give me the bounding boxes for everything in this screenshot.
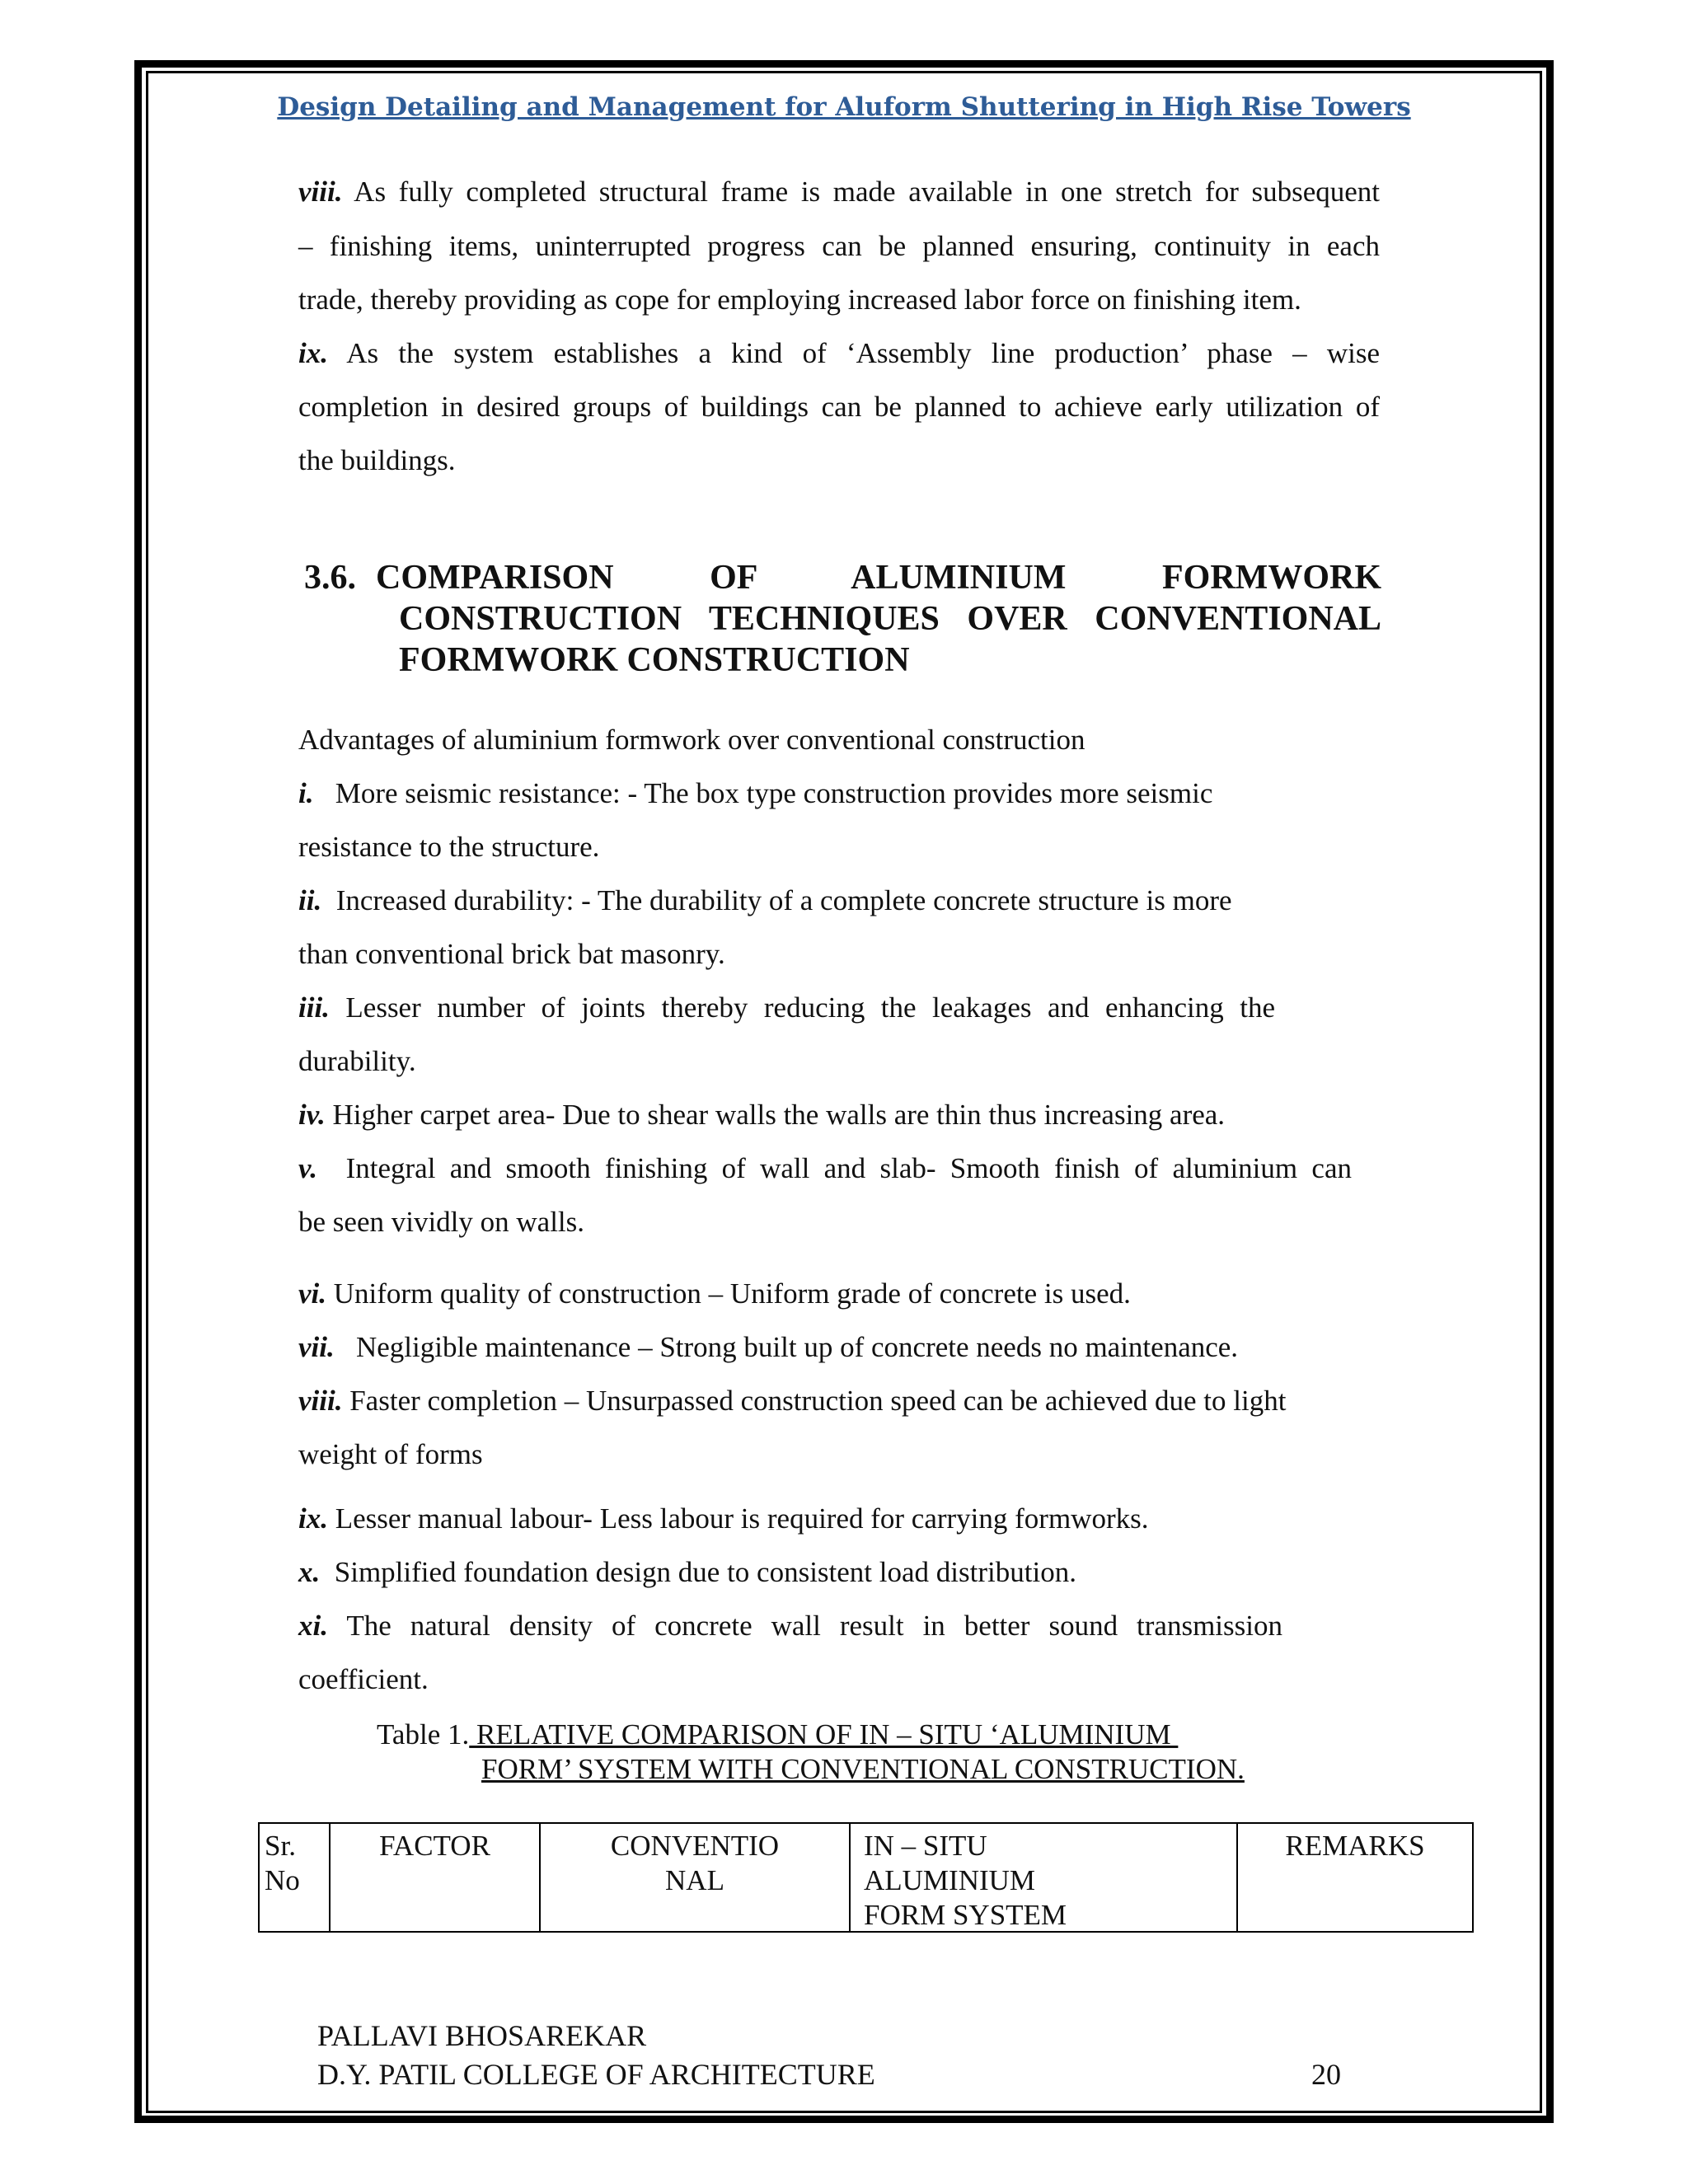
item-label: v.: [298, 1152, 317, 1184]
item-label: xi.: [298, 1610, 328, 1642]
item-label: i.: [298, 777, 314, 809]
item-label: ii.: [298, 884, 322, 916]
advantage-i-line2: resistance to the structure.: [298, 831, 600, 863]
intro-item-viii-line3: trade, thereby providing as cope for employing increased labor force on finishing item.: [298, 284, 1301, 316]
header-conventional-line2: NAL: [665, 1864, 724, 1896]
item-label: viii.: [298, 176, 343, 208]
advantage-x-line1: [298, 1558, 1076, 1586]
header-conventional: [541, 1824, 851, 1931]
intro-item-viii-line2: – finishing items, uninterrupted progress can be planned ensuring, continuity in each: [298, 230, 1380, 262]
footer-college: D.Y. PATIL COLLEGE OF ARCHITECTURE: [317, 2058, 875, 2091]
advantage-iii-line1: [298, 993, 1275, 1022]
intro-item-ix-line3: the buildings.: [298, 444, 456, 476]
footer-author: PALLAVI BHOSAREKAR: [317, 2019, 647, 2052]
table-caption-title: RELATIVE COMPARISON OF IN – SITU ‘ALUMINIUM: [469, 1718, 1179, 1750]
advantage-iii-line2: durability.: [298, 1045, 416, 1077]
advantages-intro: Advantages of aluminium formwork over conventional construction: [298, 724, 1085, 756]
section-number: 3.6.: [304, 559, 356, 597]
item-text: Integral and smooth finishing of wall and slab- Smooth finish of aluminium can: [345, 1152, 1352, 1184]
item-label: x.: [298, 1556, 321, 1588]
table-caption-line1: [377, 1720, 1178, 1749]
header-insitu-line2: ALUMINIUM: [864, 1864, 1036, 1896]
page-border-inner: [146, 71, 1542, 2113]
item-text: Higher carpet area- Due to shear walls the walls are thin thus increasing area.: [332, 1099, 1226, 1131]
intro-item-ix-line1: [298, 339, 1380, 368]
intro-item-viii-line1: [298, 177, 1380, 206]
item-label: viii.: [298, 1385, 343, 1417]
advantage-viii-line2: weight of forms: [298, 1438, 483, 1470]
advantage-xi-line1: [298, 1611, 1282, 1640]
header-factor: [331, 1824, 541, 1931]
item-label: ix.: [298, 337, 328, 369]
comparison-table-header: [258, 1822, 1474, 1933]
advantage-ix-line1: [298, 1504, 1149, 1533]
header-sr-no-line1: Sr.: [265, 1830, 296, 1862]
item-label: vi.: [298, 1277, 327, 1310]
header-insitu-line3: FORM SYSTEM: [864, 1899, 1067, 1931]
advantage-v-line2: be seen vividly on walls.: [298, 1206, 585, 1238]
header-sr-no-line2: No: [265, 1864, 300, 1896]
header-remarks: [1238, 1824, 1472, 1931]
header-remarks-text: REMARKS: [1285, 1830, 1425, 1862]
table-caption-prefix: Table 1.: [377, 1718, 470, 1750]
advantage-viii-line1: [298, 1386, 1286, 1415]
section-title-line2: CONSTRUCTION TECHNIQUES OVER CONVENTIONAL: [399, 600, 1381, 638]
item-label: iii.: [298, 991, 330, 1024]
section-title-line3: FORMWORK CONSTRUCTION: [399, 641, 910, 679]
item-text: Faster completion – Unsurpassed construction speed can be achieved due to light: [349, 1385, 1287, 1417]
advantage-ii-line2: than conventional brick bat masonry.: [298, 938, 725, 970]
header-insitu: [851, 1824, 1238, 1931]
advantage-vii-line1: [298, 1333, 1238, 1361]
running-header: Design Detailing and Management for Aluform Shuttering in High Rise Towers: [277, 92, 1411, 122]
header-sr-no: [260, 1824, 331, 1931]
item-text: Increased durability: - The durability of a complete concrete structure is more: [335, 884, 1232, 916]
item-text: Negligible maintenance – Strong built up of concrete needs no maintenance.: [355, 1331, 1239, 1363]
table-caption-line2: FORM’ SYSTEM WITH CONVENTIONAL CONSTRUCTION.: [481, 1753, 1245, 1785]
advantage-xi-line2: coefficient.: [298, 1663, 429, 1695]
item-label: vii.: [298, 1331, 335, 1363]
item-text: Simplified foundation design due to consistent load distribution.: [334, 1556, 1076, 1588]
item-label: ix.: [298, 1502, 328, 1535]
header-conventional-line1: CONVENTIO: [610, 1830, 780, 1862]
advantage-ii-line1: [298, 886, 1232, 915]
advantage-iv-line1: [298, 1100, 1225, 1129]
advantage-vi-line1: [298, 1279, 1131, 1308]
item-text: The natural density of concrete wall result in better sound transmission: [346, 1610, 1282, 1642]
item-text: More seismic resistance: - The box type construction provides more seismic: [335, 777, 1213, 809]
item-text: Lesser number of joints thereby reducing the leakages and enhancing the: [345, 991, 1276, 1024]
item-text: Uniform quality of construction – Uniform grade of concrete is used.: [333, 1277, 1131, 1310]
intro-item-ix-line2: completion in desired groups of buildings can be planned to achieve early utilization of: [298, 391, 1380, 423]
section-title-line1: COMPARISON OF ALUMINIUM FORMWORK: [376, 559, 1381, 597]
advantage-i-line1: [298, 779, 1212, 808]
item-text: As fully completed structural frame is made available in one stretch for subsequent: [354, 176, 1380, 208]
header-insitu-line1: IN – SITU: [864, 1830, 987, 1862]
item-label: iv.: [298, 1099, 326, 1131]
header-factor-text: FACTOR: [379, 1830, 490, 1862]
page-number: 20: [1311, 2058, 1341, 2091]
item-text: Lesser manual labour- Less labour is required for carrying formworks.: [335, 1502, 1149, 1535]
item-text: As the system establishes a kind of ‘Assembly line production’ phase – wise: [346, 337, 1380, 369]
advantage-v-line1: [298, 1154, 1352, 1183]
